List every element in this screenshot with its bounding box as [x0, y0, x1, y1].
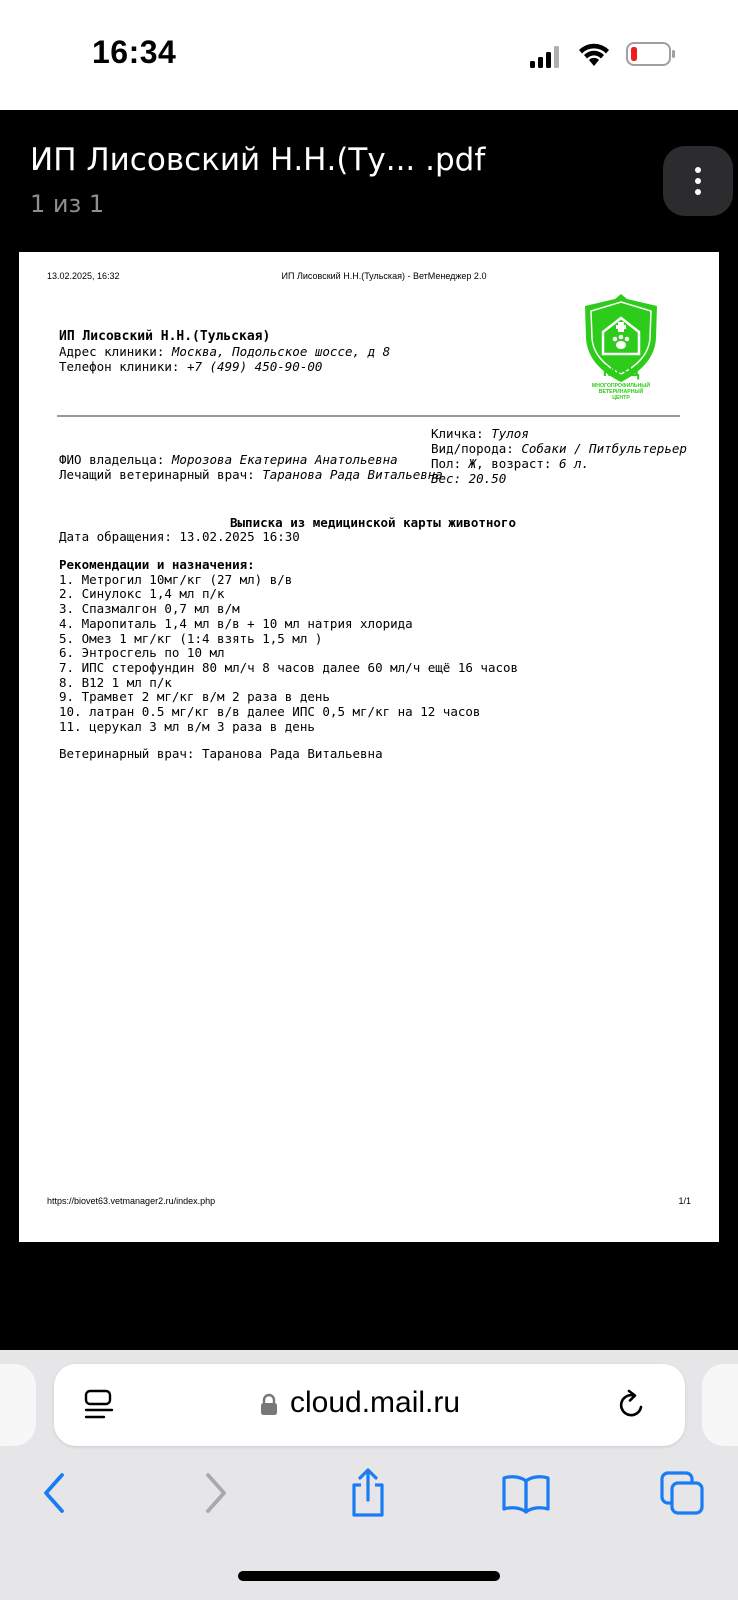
- pet-sex-age: Пол: Ж, возраст: 6 л.: [431, 456, 590, 471]
- visit-date: Дата обращения: 13.02.2025 16:30: [59, 529, 300, 544]
- reload-icon[interactable]: [615, 1389, 647, 1421]
- wifi-icon: [578, 42, 610, 68]
- page-counter: 1 из 1: [30, 190, 105, 218]
- pet-info: [431, 426, 687, 486]
- status-bar: [0, 0, 738, 110]
- list-item: 11. церукал 3 мл в/м 3 раза в день: [59, 718, 315, 734]
- pdf-page: [19, 252, 719, 1242]
- clinic-phone: Телефон клиники: +7 (499) 450-90-00: [59, 359, 323, 374]
- share-icon[interactable]: [340, 1465, 396, 1521]
- browser-toolbar: [0, 1350, 738, 1600]
- recommendations-title: Рекомендации и назначения:: [59, 557, 255, 572]
- owner-name: ФИО владельца: Морозова Екатерина Анатольевна: [59, 452, 398, 467]
- logo-abbr: МВЦ: [602, 363, 640, 380]
- lock-icon: [260, 1393, 278, 1415]
- list-item: 5. Омез 1 мг/кг (1:4 взять 1,5 мл ): [59, 630, 323, 646]
- list-item: 4. Маропиталь 1,4 мл в/в + 10 мл натрия хлорида: [59, 615, 413, 631]
- document-viewer: [0, 110, 738, 1350]
- list-item: 6. Энтросгель по 10 мл: [59, 645, 225, 661]
- pet-breed: Вид/порода: Собаки / Питбультерьер: [431, 441, 687, 456]
- home-indicator[interactable]: [238, 1571, 500, 1581]
- list-item: 7. ИПС стерофундин 80 мл/ч 8 часов далее 60 мл/ч ещё 16 часов: [59, 659, 519, 675]
- list-item: 10. латран 0.5 мг/кг в/в далее ИПС 0,5 мг/кг на 12 часов: [59, 704, 481, 720]
- list-item: 1. Метрогил 10мг/кг (27 мл) в/в: [59, 571, 293, 587]
- book-icon[interactable]: [498, 1465, 554, 1521]
- extract-title: Выписка из медицинской карты животного: [230, 515, 516, 530]
- battery-icon: [626, 42, 676, 66]
- clinic-info: [59, 329, 390, 374]
- reader-mode-icon[interactable]: [84, 1389, 114, 1421]
- list-item: 2. Синулокс 1,4 мл п/к: [59, 586, 225, 602]
- chevron-left-icon[interactable]: [28, 1465, 84, 1521]
- recommendations: [59, 558, 518, 734]
- logo-line-1: МНОГОПРОФИЛЬНЫЙ: [591, 383, 651, 389]
- print-date: 13.02.2025, 16:32: [47, 271, 120, 281]
- clinic-address: Адрес клиники: Москва, Подольское шоссе, д 8: [59, 344, 391, 359]
- pet-name: Кличка: Тулоя: [431, 426, 529, 441]
- status-time: 16:34: [92, 34, 177, 70]
- chevron-right-icon[interactable]: [186, 1465, 242, 1521]
- clinic-logo: [581, 292, 661, 407]
- divider: [57, 415, 680, 417]
- attending-vet: Лечащий ветеринарный врач: Таранова Рада Витальевна: [59, 467, 443, 482]
- more-options-button[interactable]: [663, 146, 733, 216]
- clinic-name: ИП Лисовский Н.Н.(Тульская): [59, 329, 271, 344]
- footer-page-number: 1/1: [678, 1196, 691, 1206]
- print-header-title: ИП Лисовский Н.Н.(Тульская) - ВетМенеджер 2.0: [281, 271, 487, 281]
- document-title: ИП Лисовский Н.Н.(Ту... .pdf: [30, 142, 486, 178]
- url-text[interactable]: cloud.mail.ru: [290, 1386, 461, 1419]
- pet-weight: Вес: 20.50: [431, 471, 507, 486]
- owner-info: [59, 452, 443, 482]
- ellipsis-vertical-icon: [695, 167, 701, 173]
- cellular-signal-icon: [530, 46, 560, 68]
- address-bar[interactable]: [54, 1364, 685, 1446]
- list-item: 3. Спазмалгон 0,7 мл в/м: [59, 601, 240, 617]
- vet-signature: Ветеринарный врач: Таранова Рада Витальевна: [59, 746, 383, 761]
- list-item: 8. В12 1 мл п/к: [59, 674, 172, 690]
- next-tab-card[interactable]: [702, 1364, 738, 1446]
- footer-url: https://biovet63.vetmanager2.ru/index.php: [47, 1196, 216, 1206]
- tabs-icon[interactable]: [654, 1465, 710, 1521]
- browser-nav: [0, 1465, 738, 1525]
- list-item: 9. Трамвет 2 мг/кг в/м 2 раза в день: [59, 689, 330, 705]
- logo-line-3: ЦЕНТР: [612, 395, 630, 401]
- logo-line-2: ВЕТЕРИНАРНЫЙ: [598, 389, 644, 395]
- previous-tab-card[interactable]: [0, 1364, 36, 1446]
